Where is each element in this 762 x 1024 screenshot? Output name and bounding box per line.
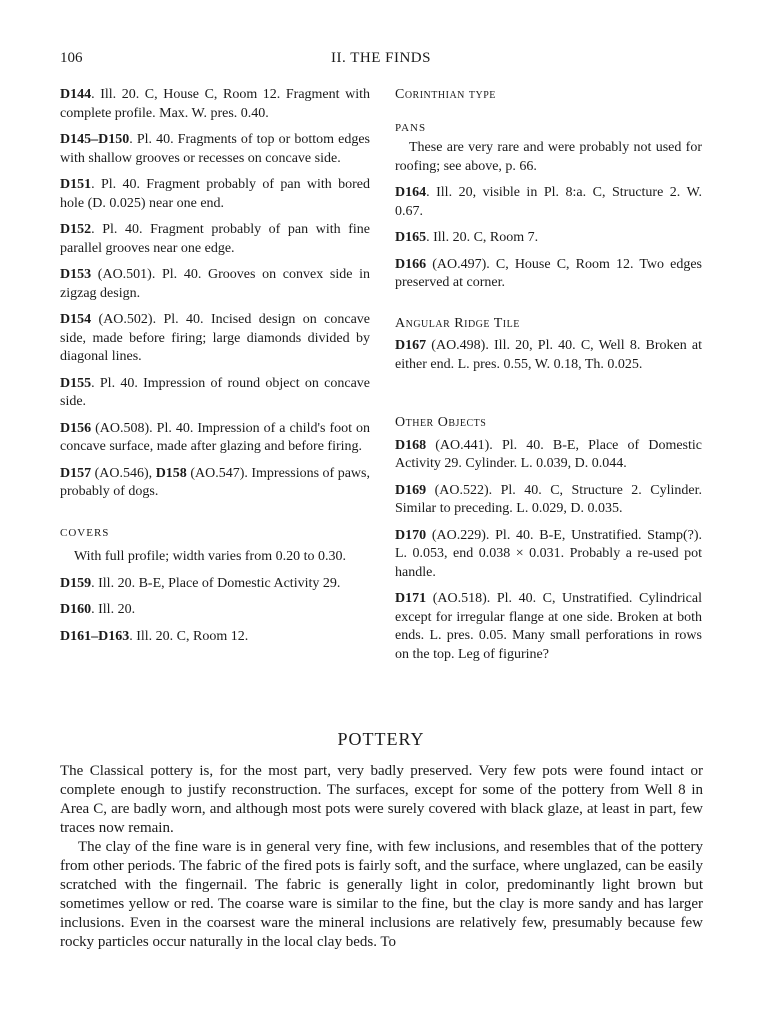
catalog-entry: [60, 601, 370, 620]
heading-other-objects: Other Objects: [395, 415, 487, 430]
entry-text: (AO.547). Impressions of paws, probably of dogs.: [60, 465, 370, 499]
section-body: [60, 762, 703, 952]
catalog-entry: [60, 86, 370, 123]
entry-id: D152: [60, 222, 92, 237]
catalog-entry: [395, 184, 702, 221]
covers-intro: With full profile; width varies from 0.20 to 0.30.: [74, 549, 347, 564]
entry-text: (AO.229). Pl. 40. B-E, Unstratified. Stamp(?). L. 0.053, end 0.038 × 0.031. Probably a re-used pot handle.: [395, 527, 702, 580]
catalog-entry: [395, 527, 702, 583]
entry-text: (AO.441). Pl. 40. B-E, Place of Domestic Activity 29. Cylinder. L. 0.039, D. 0.044.: [395, 437, 702, 471]
catalog-entry: [60, 311, 370, 367]
entry-id: D153: [60, 267, 92, 282]
entry-id: D154: [60, 312, 92, 327]
entry-id: D164: [395, 185, 427, 200]
catalog-entry: [395, 590, 702, 664]
subheading-covers: COVERS: [60, 526, 110, 539]
entry-id: D155: [60, 375, 92, 391]
entry-text: . Ill. 20. B-E, Place of Domestic Activity 29.: [91, 575, 341, 591]
section-title: POTTERY: [337, 729, 425, 749]
entry-id: D151: [60, 177, 92, 192]
entry-text: (AO.501). Pl. 40. Grooves on convex side in zigzag design.: [60, 267, 370, 301]
entry-text: (AO.502). Pl. 40. Incised design on concave side, made before firing; large diamonds divided by diagonal lines.: [60, 312, 370, 364]
subheading-pans: PANS: [395, 121, 427, 134]
catalog-entry: [60, 266, 370, 303]
entry-id: D160: [60, 602, 92, 617]
entry-id: D161–D163: [60, 628, 130, 644]
catalog-entry: [395, 337, 702, 374]
catalog-entry: [60, 176, 370, 213]
entry-text: . Pl. 40. Impression of round object on concave side.: [60, 375, 370, 409]
entry-id: D169: [395, 482, 427, 498]
entry-text: . Pl. 40. Fragment probably of pan with bored hole (D. 0.025) near one end.: [60, 177, 370, 211]
catalog-entry: [60, 628, 370, 647]
entry-text: (AO.546),: [91, 465, 156, 481]
entry-id: D159: [60, 575, 92, 591]
entry-text: (AO.498). Ill. 20, Pl. 40. C, Well 8. Broken at either end. L. pres. 0.55, W. 0.18, Th. 0.025.: [395, 338, 702, 372]
entry-text: . Pl. 40. Fragment probably of pan with fine parallel grooves near one edge.: [60, 222, 370, 256]
entry-text: (AO.522). Pl. 40. C, Structure 2. Cylinder. Similar to preceding. L. 0.029, D. 0.035.: [395, 482, 702, 516]
body-paragraph: The Classical pottery is, for the most part, very badly preserved. Very few pots were found intact or complete enough to justify reconstruction. The surfaces, except for some of the pottery from Well 8 in Area C, are badly worn, and although most pots were surely covered with black glaze, at least in part, few traces now remain.: [60, 763, 703, 836]
catalog-entry: [395, 229, 702, 248]
running-title: II. THE FINDS: [331, 50, 431, 66]
catalog-entry: [395, 437, 702, 474]
heading-corinthian-type: Corinthian type: [395, 87, 496, 102]
entry-id: D158: [155, 465, 187, 481]
entry-id: D165: [395, 230, 427, 245]
page-header: [60, 50, 702, 70]
entry-id: D168: [395, 437, 427, 453]
catalog-entry: [395, 482, 702, 519]
catalog-entry: [60, 465, 370, 502]
catalog-entry: [60, 375, 370, 412]
entry-text: (AO.497). C, House C, Room 12. Two edges preserved at corner.: [395, 256, 702, 290]
entry-text: . Ill. 20, visible in Pl. 8:a. C, Structure 2. W. 0.67.: [395, 185, 702, 219]
entry-id: D145–D150: [60, 132, 130, 147]
right-column: [395, 86, 702, 672]
entry-text: . Ill. 20. C, House C, Room 12. Fragment with complete profile. Max. W. pres. 0.40.: [60, 87, 370, 121]
entry-text: (AO.518). Pl. 40. C, Unstratified. Cylindrical except for irregular flange at one side. Broken at both ends. L. pres. 0.05. Many small perforations in rows on the top. Leg of figurine?: [395, 591, 702, 662]
catalog-entry: [60, 221, 370, 258]
entry-text: . Ill. 20.: [91, 602, 136, 617]
entry-id: D166: [395, 256, 427, 272]
body-paragraph: The clay of the fine ware is in general very fine, with few inclusions, and resembles that of the pottery from other periods. The fabric of the fired pots is fairly soft, and the surface, where unglazed, can be easily scratched with the fingernail. The fabric is generally light in color, predominantly light brown but sometimes yellow or red. The coarse ware is similar to the fine, but the clay is more sandy and has larger inclusions. Even in the coarsest ware the mineral inclusions are relatively few, presumably because few rocky particles occur naturally in the local clay beds. To: [60, 839, 703, 950]
catalog-entry: [60, 575, 370, 594]
catalog-entry: [395, 256, 702, 293]
entry-text: . Ill. 20. C, Room 7.: [426, 230, 539, 245]
entry-id: D144: [60, 87, 92, 102]
catalog-entry: [60, 420, 370, 457]
entry-id: D156: [60, 420, 92, 436]
entry-text: . Ill. 20. C, Room 12.: [129, 628, 249, 644]
catalog-entry: [60, 131, 370, 168]
left-column: [60, 86, 370, 654]
entry-id: D167: [395, 338, 427, 353]
pans-intro: These are very rare and were probably not used for roofing; see above, p. 66.: [395, 140, 702, 174]
entry-id: D157: [60, 465, 92, 481]
entry-text: (AO.508). Pl. 40. Impression of a child's foot on concave surface, made after glazing and before firing.: [60, 420, 370, 454]
entry-id: D171: [395, 591, 427, 606]
heading-angular-ridge-tile: Angular Ridge Tile: [395, 315, 520, 331]
entry-id: D170: [395, 527, 427, 543]
page-number: 106: [60, 50, 83, 66]
entry-text: . Pl. 40. Fragments of top or bottom edges with shallow grooves or recesses on concave side.: [60, 132, 370, 166]
